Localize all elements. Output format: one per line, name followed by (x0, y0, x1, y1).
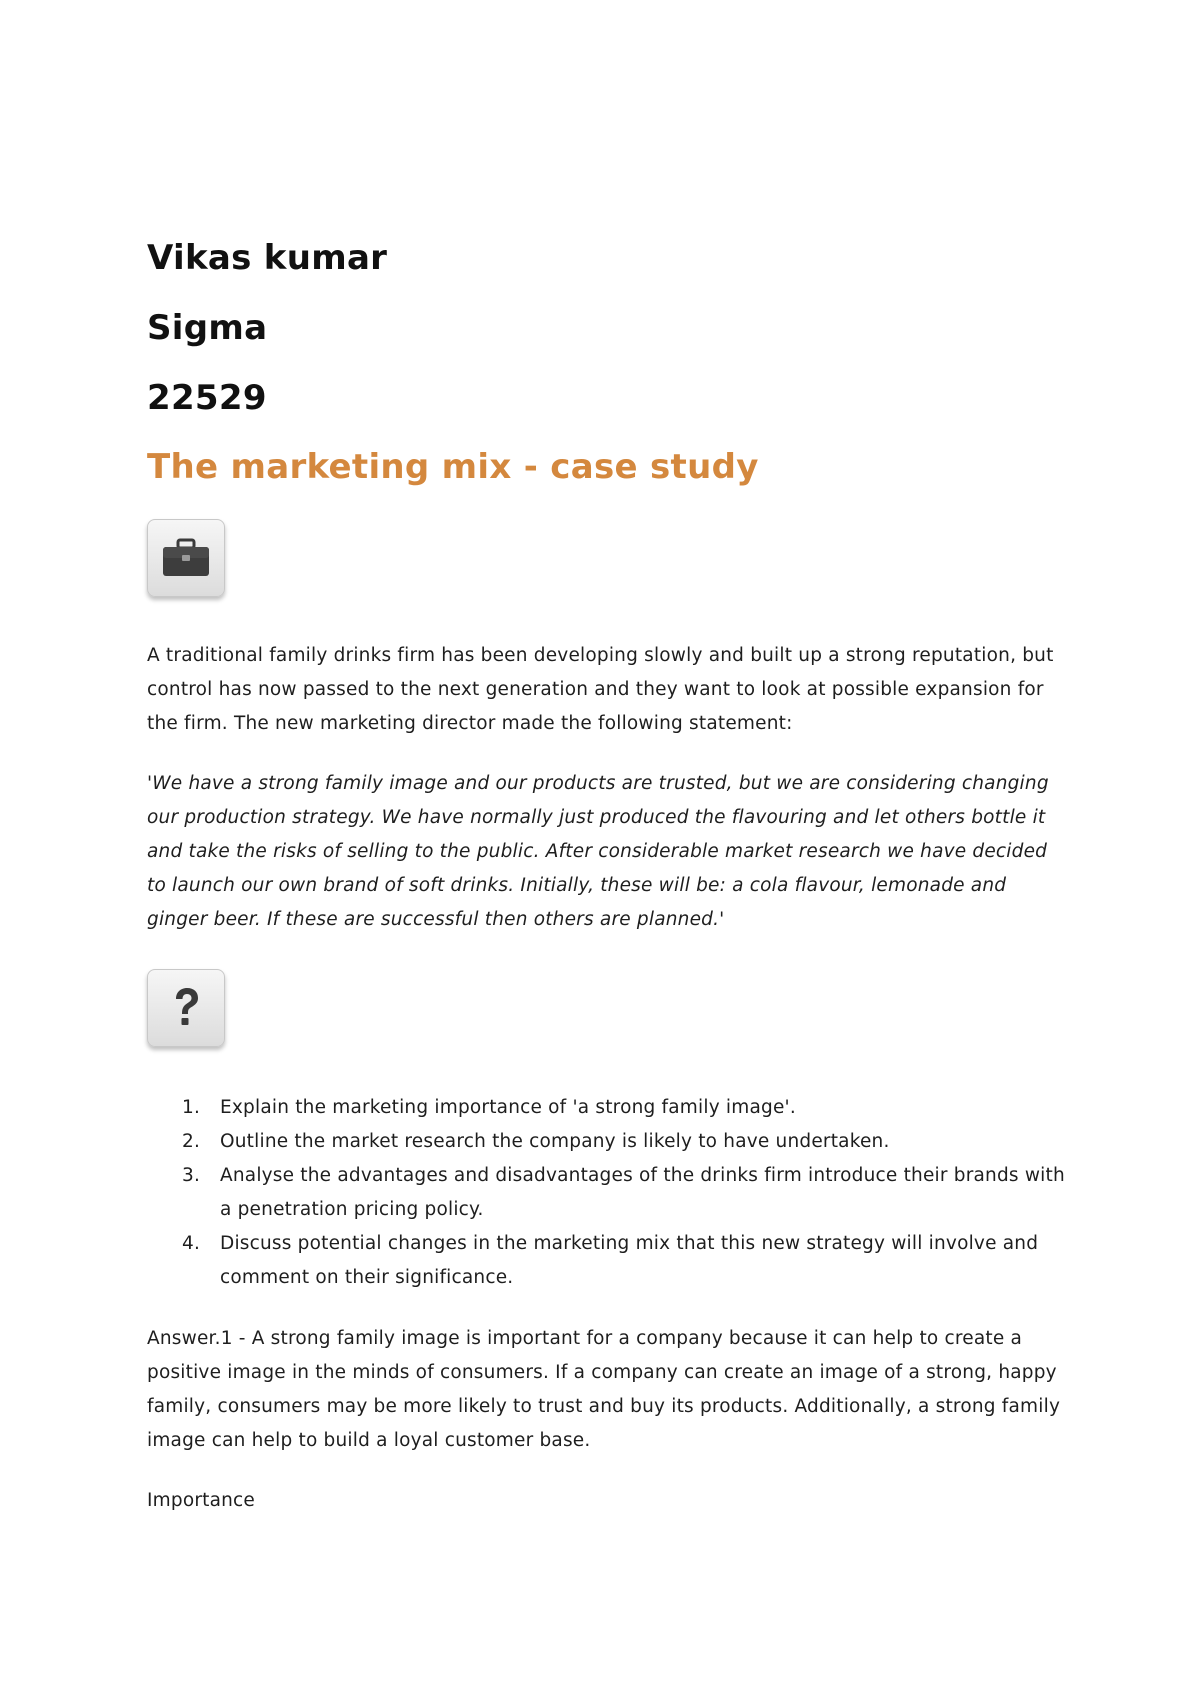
student-name: Vikas kumar (147, 238, 388, 278)
list-item (182, 1125, 1067, 1159)
list-item (182, 1159, 1067, 1227)
briefcase-icon (147, 519, 225, 597)
question-number: 2. (182, 1131, 201, 1152)
document-page (147, 238, 1067, 1518)
student-class: Sigma (147, 308, 268, 348)
list-item (182, 1091, 1067, 1125)
questions-list (147, 1091, 1067, 1295)
director-quote: 'We have a strong family image and our products are trusted, but we are considering changing our production strategy. We have normally just produced the flavouring and let others bottle it and take the risks of selling to the public. After considerable market research we have decided to launch our own brand of soft drinks. Initially, these will be: a cola flavour, lemonade and ginger beer. If these are successful then others are planned.' (147, 773, 1049, 930)
intro-paragraph: A traditional family drinks firm has been developing slowly and built up a strong reputation, but control has now passed to the next generation and they want to look at possible expansion for the firm. The new marketing director made the following statement: (147, 645, 1054, 734)
question-text: Outline the market research the company is likely to have undertaken. (220, 1131, 890, 1152)
question-mark-icon (147, 969, 225, 1047)
importance-label: Importance (147, 1490, 256, 1511)
question-number: 3. (182, 1165, 201, 1186)
question-text: Explain the marketing importance of 'a strong family image'. (220, 1097, 796, 1118)
document-title: The marketing mix - case study (147, 447, 759, 487)
question-number: 4. (182, 1233, 201, 1254)
question-text: Discuss potential changes in the marketing mix that this new strategy will involve and comment on their significance. (220, 1233, 1039, 1288)
question-number: 1. (182, 1097, 201, 1118)
answer-1-paragraph: Answer.1 - A strong family image is important for a company because it can help to create a positive image in the minds of consumers. If a company can create an image of a strong, happy family, consumers may be more likely to trust and buy its products. Additionally, a strong family image can help to build a loyal customer base. (147, 1328, 1061, 1451)
list-item (182, 1227, 1067, 1295)
question-text: Analyse the advantages and disadvantages of the drinks firm introduce their brands with a penetration pricing policy. (220, 1165, 1065, 1220)
student-id: 22529 (147, 378, 267, 418)
